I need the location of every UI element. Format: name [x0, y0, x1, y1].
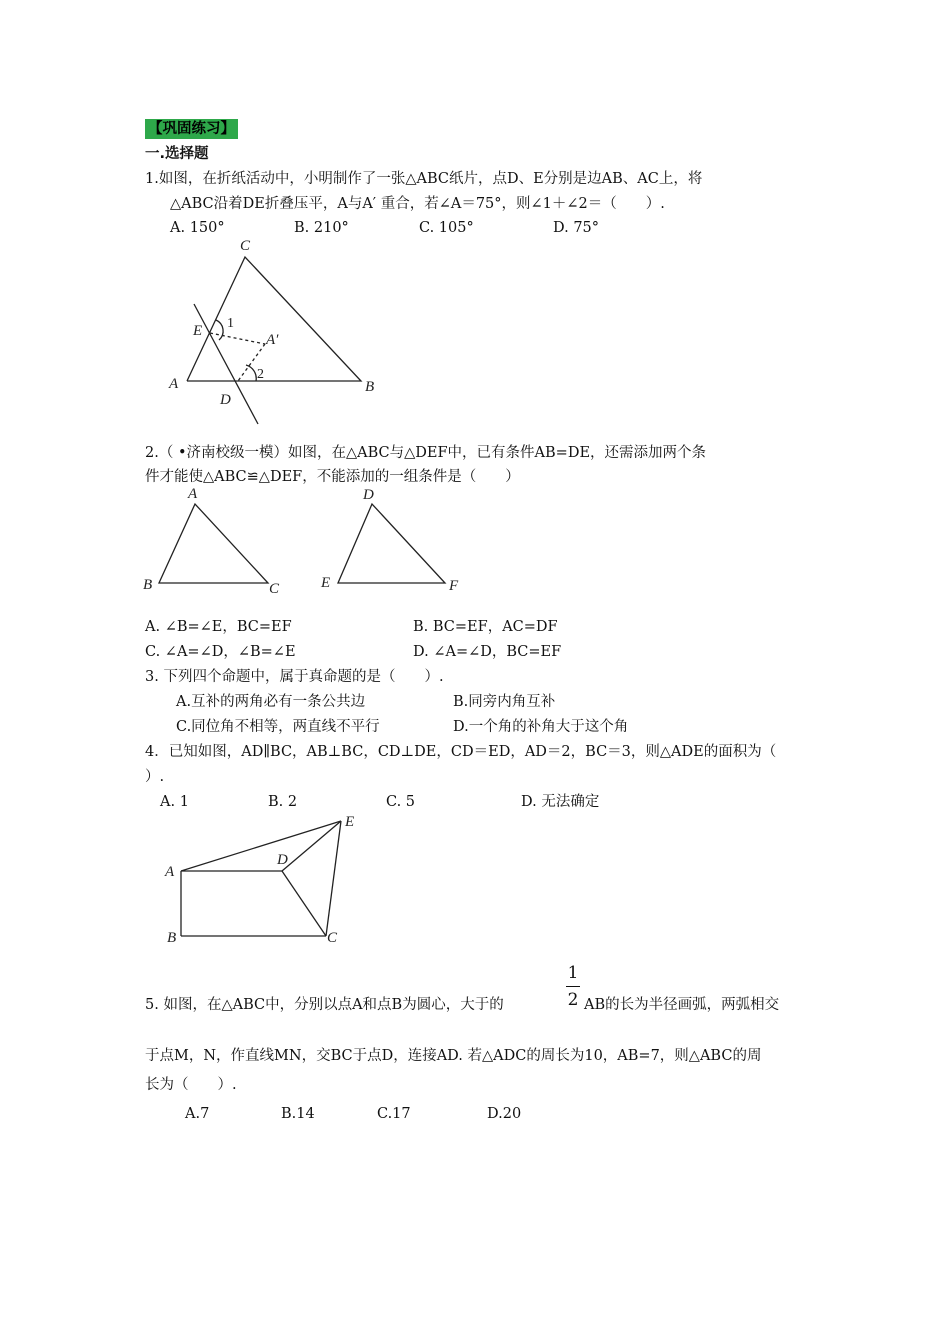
q4-label-a: A [165, 864, 175, 880]
q4-segment-ae [181, 821, 341, 871]
q2-triangle-abc [159, 504, 268, 583]
q2-line2: 件才能使△ABC≌△DEF，不能添加的一组条件是（ ） [145, 469, 520, 485]
q1-line2: △ABC沿着DE折叠压平，A与A′ 重合，若∠A＝75°，则∠1＋∠2＝（ ）. [170, 196, 665, 212]
q5-line2: 于点M，N，作直线MN，交BC于点D，连接AD. 若△ADC的周长为10，AB=7，则△ABC的周 [145, 1048, 762, 1064]
q1-option-d: D. 75° [553, 220, 600, 236]
q2-option-b: B. BC=EF，AC=DF [413, 619, 558, 635]
q3-option-c: C.同位角不相等，两直线不平行 [176, 719, 380, 735]
q4-label-c: C [327, 930, 338, 946]
q5-option-c: C.17 [377, 1106, 411, 1122]
q4-option-a: A. 1 [160, 794, 189, 810]
q2-option-d: D. ∠A=∠D，BC=EF [413, 644, 562, 660]
q1-label-b: B [365, 379, 375, 395]
q4-option-c: C. 5 [386, 794, 416, 810]
section-title: 一.选择题 [145, 146, 209, 162]
q2-figure [138, 482, 478, 602]
q1-label-c: C [240, 238, 251, 254]
q2-line1: 2.（ •济南校级一模）如图，在△ABC与△DEF中，已有条件AB=DE，还需添加两个条 [145, 445, 707, 461]
q2-label-a: A [188, 486, 198, 502]
q4-segment-ec [326, 821, 341, 936]
q2-label-b: B [143, 577, 153, 593]
q4-label-e: E [345, 814, 355, 830]
q4-segment-de [282, 821, 341, 871]
q2-triangle-def [338, 504, 445, 583]
q2-label-c: C [269, 581, 280, 597]
q3-option-a: A.互补的两角必有一条公共边 [176, 694, 366, 710]
q1-option-c: C. 105° [419, 220, 474, 236]
q5-frac-bar [566, 986, 580, 987]
q1-label-ap: A′ [266, 332, 279, 348]
q4-line2: ）. [145, 769, 165, 785]
q1-option-b: B. 210° [294, 220, 349, 236]
q2-option-c: C. ∠A=∠D，∠B=∠E [145, 644, 296, 660]
q1-angle1-arc [216, 320, 223, 340]
q1-figure [160, 232, 400, 428]
q1-triangle-abc [187, 257, 361, 381]
q5-option-d: D.20 [487, 1106, 522, 1122]
q1-label-a: A [169, 376, 179, 392]
q3-line1: 3. 下列四个命题中，属于真命题的是（ ）. [145, 669, 444, 685]
q1-label-2: 2 [257, 367, 264, 382]
q4-option-d: D. 无法确定 [521, 794, 600, 810]
q5-line1-before: 5. 如图，在△ABC中，分别以点A和点B为圆心，大于的 [145, 997, 504, 1013]
q3-option-d: D.一个角的补角大于这个角 [453, 719, 629, 735]
q2-label-d: D [363, 487, 374, 503]
q4-segment-dc [282, 871, 326, 936]
q4-option-b: B. 2 [268, 794, 298, 810]
q4-label-b: B [167, 930, 177, 946]
q1-angle2-arc [246, 365, 256, 381]
q4-figure [155, 808, 375, 952]
q5-option-b: B.14 [281, 1106, 315, 1122]
section-badge: 【巩固练习】 [145, 119, 238, 139]
q2-label-f: F [449, 578, 459, 594]
q1-line1: 1.如图，在折纸活动中，小明制作了一张△ABC纸片，点D、E分别是边AB、AC上，将 [145, 171, 703, 187]
q5-frac-numerator: 1 [567, 963, 579, 983]
q5-line1-after: AB的长为半径画弧，两弧相交 [584, 997, 780, 1013]
q5-line3: 长为（ ）. [145, 1077, 237, 1093]
q5-frac-denominator: 2 [567, 990, 579, 1010]
q1-label-e: E [193, 323, 203, 339]
q1-label-d: D [220, 392, 231, 408]
q2-option-a: A. ∠B=∠E，BC=EF [145, 619, 292, 635]
q1-option-a: A. 150° [170, 220, 225, 236]
q2-label-e: E [321, 575, 331, 591]
q4-label-d: D [277, 852, 288, 868]
q4-line1: 4．已知如图，AD∥BC，AB⊥BC，CD⊥DE，CD＝ED，AD＝2，BC＝3，则△ADE的面积为（ [145, 744, 777, 760]
q3-option-b: B.同旁内角互补 [453, 694, 556, 710]
q1-label-1: 1 [227, 316, 234, 331]
q1-dashed-ea [210, 333, 265, 344]
q5-option-a: A.7 [185, 1106, 210, 1122]
